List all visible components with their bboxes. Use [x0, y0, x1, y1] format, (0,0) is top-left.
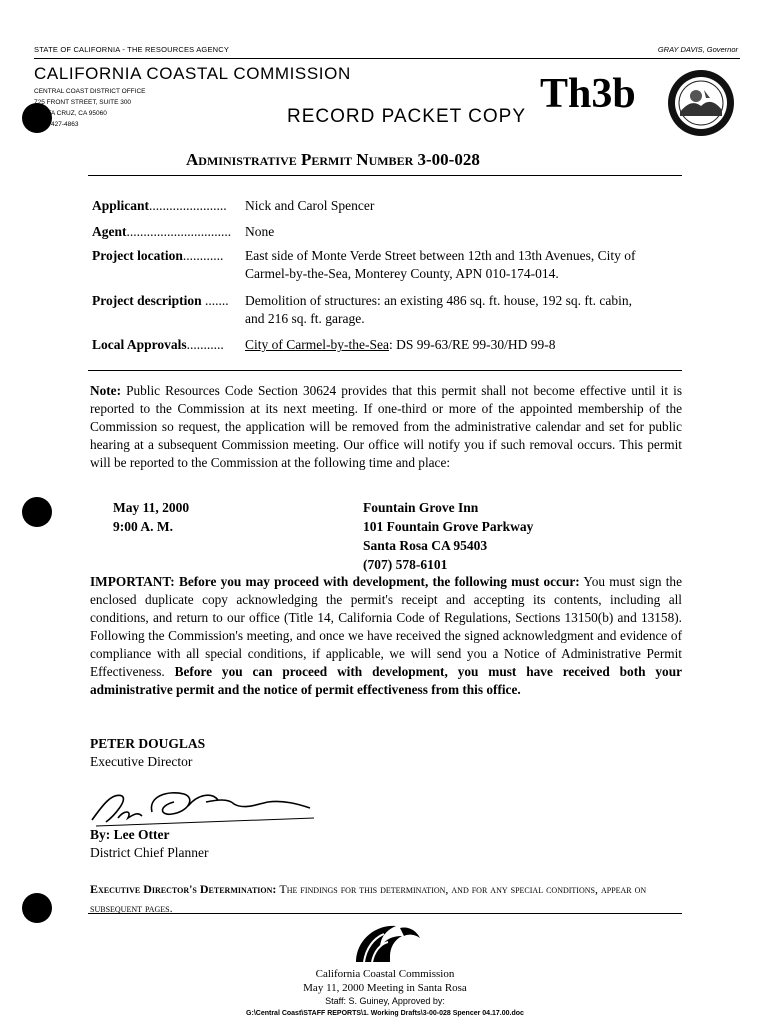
- commission-name: CALIFORNIA COASTAL COMMISSION: [34, 64, 351, 83]
- signatory-name: PETER DOUGLAS: [90, 736, 206, 751]
- approvals-label: Local Approvals: [92, 337, 187, 352]
- footer-meeting: May 11, 2000 Meeting in Santa Rosa: [303, 982, 467, 994]
- note-text: Public Resources Code Section 30624 provides that this permit shall not become effective until it is reported to the Commission at its next meeting. If one-third or more of the appointed membership of the Commission so request, the application will be removed from the administrative calendar and set for public hearing at a subsequent Commission meeting. Our office will notify you if such removal occurs. This permit will be reported to the Commission at the following time and place:: [90, 383, 683, 470]
- record-packet-stamp: RECORD PACKET COPY: [287, 106, 527, 127]
- punch-hole: [22, 497, 52, 527]
- note-paragraph: [90, 382, 682, 472]
- determination-text: The findings for this determination, and for any special conditions, appear on subsequent pages.: [90, 882, 647, 915]
- description-label: Project description: [92, 293, 202, 308]
- footer-file-path: G:\Central Coast\STAFF REPORTS\1. Working Drafts\3-00-028 Spencer 04.17.00.doc: [246, 1010, 524, 1017]
- meeting-when: [113, 498, 189, 536]
- important-paragraph: [90, 573, 682, 699]
- phone-number: (831) 427-4863: [34, 121, 79, 128]
- permit-title-prefix: Administrative Permit Number: [186, 150, 414, 169]
- meeting-time: 9:00 A. M.: [113, 519, 173, 534]
- title-rule: [88, 175, 682, 176]
- meeting-date: May 11, 2000: [113, 500, 190, 515]
- important-closing: Before you can proceed with development, you must have received both your administrative permit and the notice of permit effectiveness from this office.: [90, 664, 683, 697]
- important-body: You must sign the enclosed duplicate copy acknowledging the permit's receipt and accepting its contents, including all conditions, and return to our office (Title 14, California Code of Regulations, Sections 13150(b) and 13158). Following the Commission's meeting, and once we have received the signed acknowledgment and evidence of compliance with all special conditions, if applicable, we will send you a Notice of Administrative Permit Effectiveness.: [90, 574, 682, 679]
- permit-number: 3-00-028: [417, 150, 480, 169]
- signed-by: By: Lee Otter: [90, 827, 170, 842]
- office-name: CENTRAL COAST DISTRICT OFFICE: [34, 88, 146, 95]
- address-line-2: SANTA CRUZ, CA 95060: [34, 110, 107, 117]
- applicant-value: Nick and Carol Spencer: [245, 198, 375, 213]
- meeting-where: [363, 498, 533, 574]
- agent-label: Agent: [92, 224, 127, 239]
- approvals-row: Local Approvals........... City of Carmel-by-the-Sea: DS 99-63/RE 99-30/HD 99-8: [92, 337, 556, 352]
- footer-org: California Coastal Commission: [315, 968, 455, 980]
- meeting-street: 101 Fountain Grove Parkway: [363, 519, 534, 534]
- important-lead: IMPORTANT: Before you may proceed with development, the following must occur:: [90, 574, 580, 589]
- footer-staff: Staff: S. Guiney, Approved by:: [325, 996, 445, 1006]
- state-seal-icon: [666, 68, 736, 138]
- header-rule: [34, 58, 740, 59]
- applicant-label: Applicant: [92, 198, 150, 213]
- signed-by-title: District Chief Planner: [90, 845, 209, 860]
- agenda-item-code: Th3b: [540, 71, 636, 117]
- agent-row: Agent............................... None: [92, 224, 275, 239]
- description-line-2: and 216 sq. ft. garage.: [245, 311, 365, 326]
- agency-line: STATE OF CALIFORNIA - THE RESOURCES AGENCY: [34, 45, 230, 54]
- signatory-title: Executive Director: [90, 754, 193, 769]
- permit-title: [186, 150, 480, 170]
- coastal-commission-logo-icon: [350, 918, 422, 964]
- location-line-1: East side of Monte Verde Street between 12th and 13th Avenues, City of: [245, 248, 636, 263]
- location-line-2: Carmel-by-the-Sea, Monterey County, APN 010-174-014.: [245, 266, 559, 281]
- note-label: Note:: [90, 383, 122, 398]
- description-row: Project description ....... Demolition of structures: an existing 486 sq. ft. house, 192 sq. ft. cabin, and 216 sq. ft. garage.: [92, 293, 632, 326]
- agent-value: None: [245, 224, 275, 239]
- applicant-row: Applicant....................... Nick and Carol Spencer: [92, 198, 375, 213]
- description-line-1: Demolition of structures: an existing 486 sq. ft. house, 192 sq. ft. cabin,: [245, 293, 632, 308]
- handwritten-signature: [88, 782, 318, 830]
- meeting-city: Santa Rosa CA 95403: [363, 538, 488, 553]
- punch-hole: [22, 893, 52, 923]
- approvals-city: City of Carmel-by-the-Sea: [245, 337, 389, 352]
- meeting-venue: Fountain Grove Inn: [363, 500, 479, 515]
- location-label: Project location: [92, 248, 183, 263]
- fields-rule: [88, 370, 682, 371]
- governor-name: GRAY DAVIS, Governor: [657, 45, 738, 54]
- location-row: Project location............ East side of Monte Verde Street between 12th and 13th Avenues, City of Carmel-by-the-Sea, Monterey County, APN 010-174-014.: [92, 248, 636, 281]
- determination-rule: [88, 913, 682, 914]
- meeting-phone: (707) 578-6101: [363, 557, 448, 572]
- approvals-numbers: : DS 99-63/RE 99-30/HD 99-8: [388, 337, 556, 352]
- address-line-1: 725 FRONT STREET, SUITE 300: [34, 99, 132, 106]
- determination-label: Executive Director's Determination:: [90, 882, 277, 896]
